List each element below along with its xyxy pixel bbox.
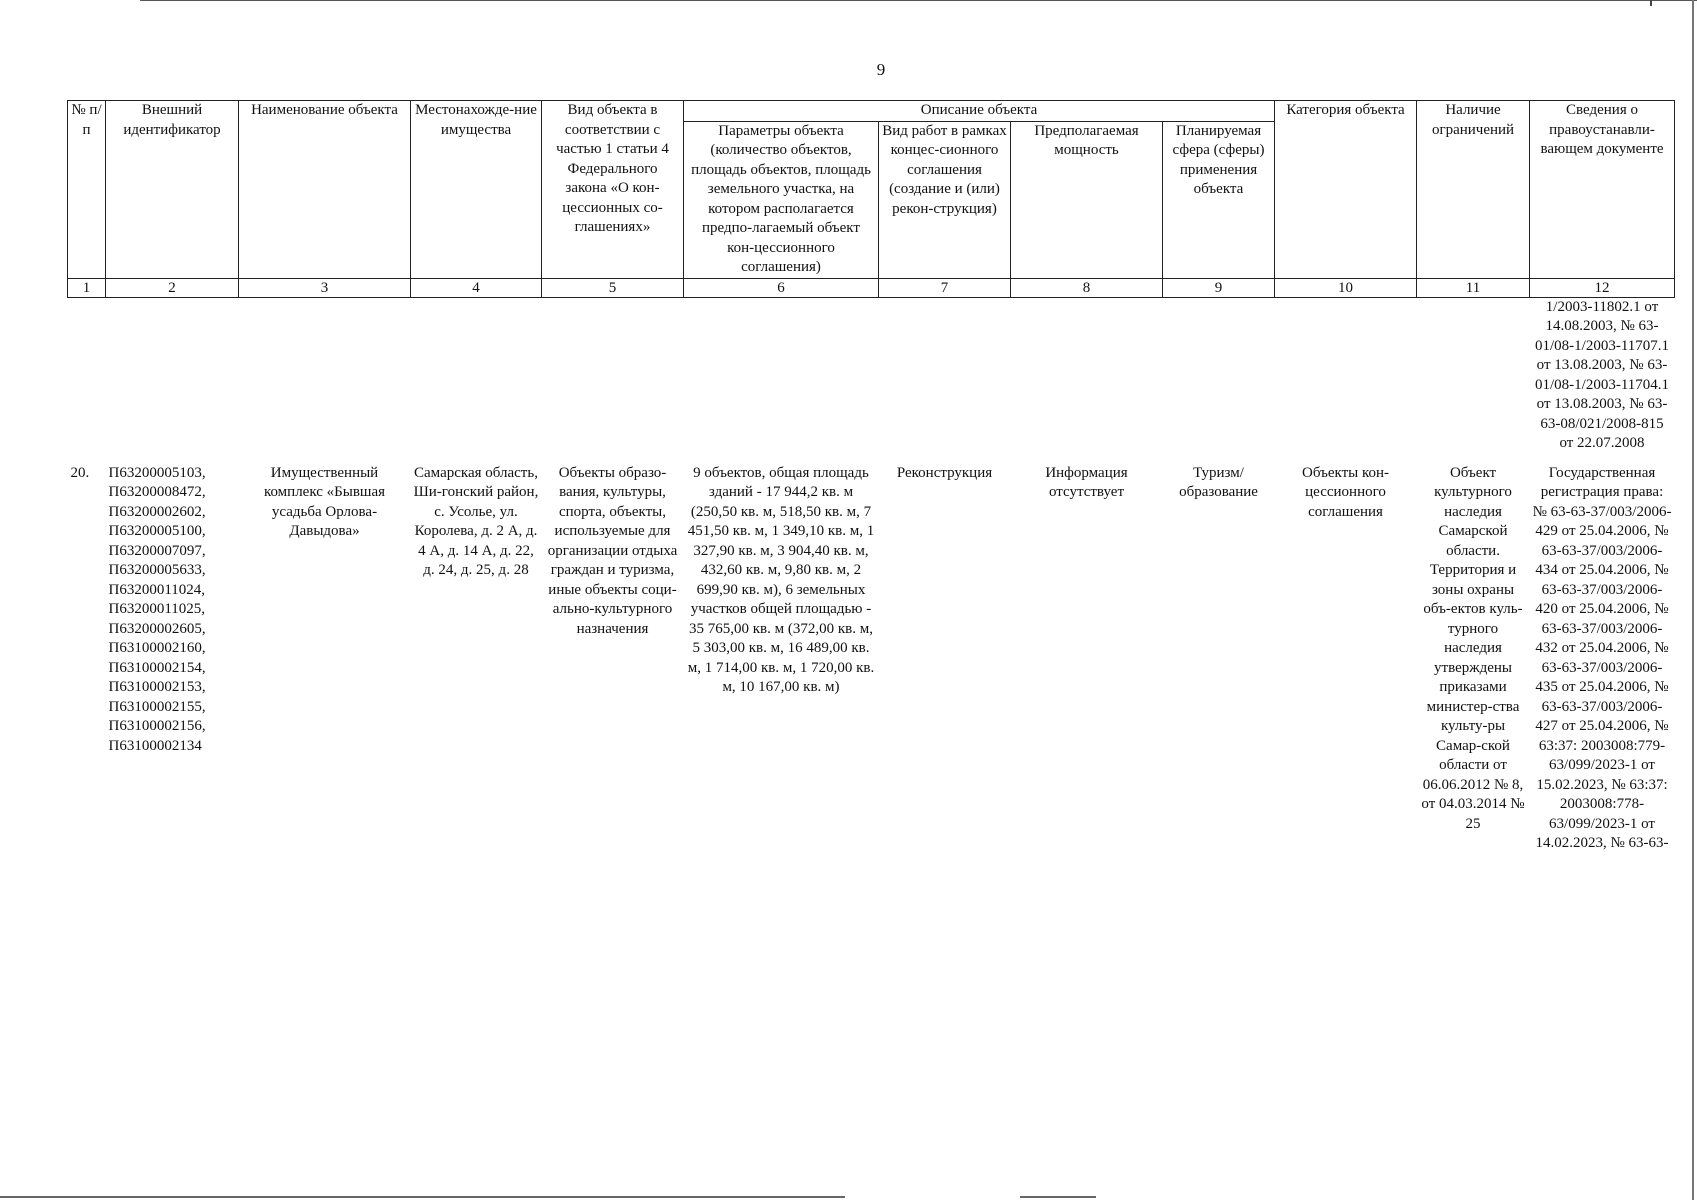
column-number: 12 (1530, 278, 1675, 297)
column-number: 7 (879, 278, 1011, 297)
parameters-cell: 9 объектов, общая площадь зданий - 17 944,2 кв. м (250,50 кв. м, 518,50 кв. м, 7 451,50 кв. м, 1 349,10 кв. м, 1 327,90 кв. м, 3 904,40 кв. м, 432,60 кв. м, 9,80 кв. м, 2 699,90 кв. м), 6 земельных участков общей площадью - 35 765,00 кв. м (372,00 кв. м, 5 303,00 кв. м, 16 489,00 кв. м, 1 714,00 кв. м, 1 720,00 кв. м, 10 167,00 кв. м) (687, 464, 875, 695)
restrictions-cell: Объект культурного наследия Самарской области. Территория и зоны охраны объ-ектов куль-турного наследия утверждены приказами министер-ства культу-ры Самар-ской области от 06.06.2012 № 8, от 04.03.2014 № 25 (1421, 464, 1525, 832)
header-category: Категория объекта (1275, 101, 1417, 279)
registry-table (67, 100, 1675, 854)
header-object-type: Вид объекта в соответствии с частью 1 статьи 4 Федерального закона «О кон-цессионных со-глашениях» (542, 101, 684, 279)
scan-edge-bottom (0, 1196, 845, 1198)
column-number: 1 (68, 278, 106, 297)
document-cell: Государственная регистрация права: № 63-63-37/003/2006-429 от 25.04.2006, № 63-63-37/003/2006-434 от 25.04.2006, № 63-63-37/003/2006-420 от 25.04.2006, № 63-63-37/003/2006-432 от 25.04.2006, № 63-63-37/003/2006-435 от 25.04.2006, № 63-63-37/003/2006-427 от 25.04.2006, № 63:37: 2003008:779-63/099/2023-1 от 15.02.2023, № 63:37: 2003008:778-63/099/2023-1 от 14.02.2023, № 63-63- (1532, 464, 1672, 851)
scan-edge-bottom-short (1020, 1196, 1096, 1198)
column-number: 4 (411, 278, 542, 297)
column-number: 3 (239, 278, 411, 297)
table-row (68, 464, 1675, 854)
header-identifier: Внешний идентификатор (106, 101, 239, 279)
scan-edge-mark (1650, 0, 1682, 6)
scan-edge-right (1692, 0, 1694, 1200)
scan-edge-top (140, 0, 1697, 1)
object-type-cell: Объекты образо-вания, культуры, спорта, объекты, используемые для организации отдыха граждан и туризма, иные объекты соци-ально-культурного назначения (547, 464, 678, 637)
column-number: 8 (1011, 278, 1163, 297)
continuation-document-cell: 1/2003-11802.1 от 14.08.2003, № 63-01/08-1/2003-11707.1 от 13.08.2003, № 63-01/08-1/2003-11704.1 от 13.08.2003, № 63-63-08/021/2008-815 от 22.07.2008 (1535, 298, 1670, 451)
object-name-cell: Имущественный комплекс «Бывшая усадьба Орлова-Давыдова» (263, 464, 386, 539)
row-number: 20. (70, 464, 90, 481)
column-number: 10 (1275, 278, 1417, 297)
column-number: 5 (542, 278, 684, 297)
header-description-group: Описание объекта (684, 101, 1275, 122)
category-cell: Объекты кон-цессионного соглашения (1302, 464, 1390, 520)
header-sphere: Планируемая сфера (сферы) применения объекта (1163, 121, 1275, 278)
column-number: 2 (106, 278, 239, 297)
header-location: Местонахожде-ние имущества (411, 101, 542, 279)
page-number: 9 (876, 60, 886, 79)
column-number: 11 (1417, 278, 1530, 297)
header-work-type: Вид работ в рамках концес-сионного соглашения (создание и (или) рекон-струкция) (879, 121, 1011, 278)
location-cell: Самарская область, Ши-гонский район, с. Усолье, ул. Королева, д. 2 А, д. 4 А, д. 14 А, д. 22, д. 24, д. 25, д. 28 (413, 464, 539, 578)
header-parameters: Параметры объекта (количество объектов, площадь объектов, площадь земельного участка, на котором располагается предпо-лагаемый объект кон-цессионного соглашения) (684, 121, 879, 278)
external-identifier-cell: П63200005103, П63200008472, П63200002602, П63200005100, П63200007097, П63200005633, П63200011024, П63200011025, П63200002605, П63100002160, П63100002154, П63100002153, П63100002155, П63100002156, П63100002134 (108, 464, 206, 754)
sphere-cell: Туризм/ образование (1179, 464, 1258, 500)
header-document: Сведения о правоустанавли-вающем документе (1530, 101, 1675, 279)
header-restrictions: Наличие ограничений (1417, 101, 1530, 279)
work-type-cell: Реконструкция (896, 464, 993, 481)
header-name: Наименование объекта (239, 101, 411, 279)
capacity-cell: Информация отсутствует (1045, 464, 1128, 500)
column-number: 6 (684, 278, 879, 297)
continuation-row (68, 297, 1675, 454)
header-number: № п/п (68, 101, 106, 279)
column-number: 9 (1163, 278, 1275, 297)
header-capacity: Предполагаемая мощность (1011, 121, 1163, 278)
